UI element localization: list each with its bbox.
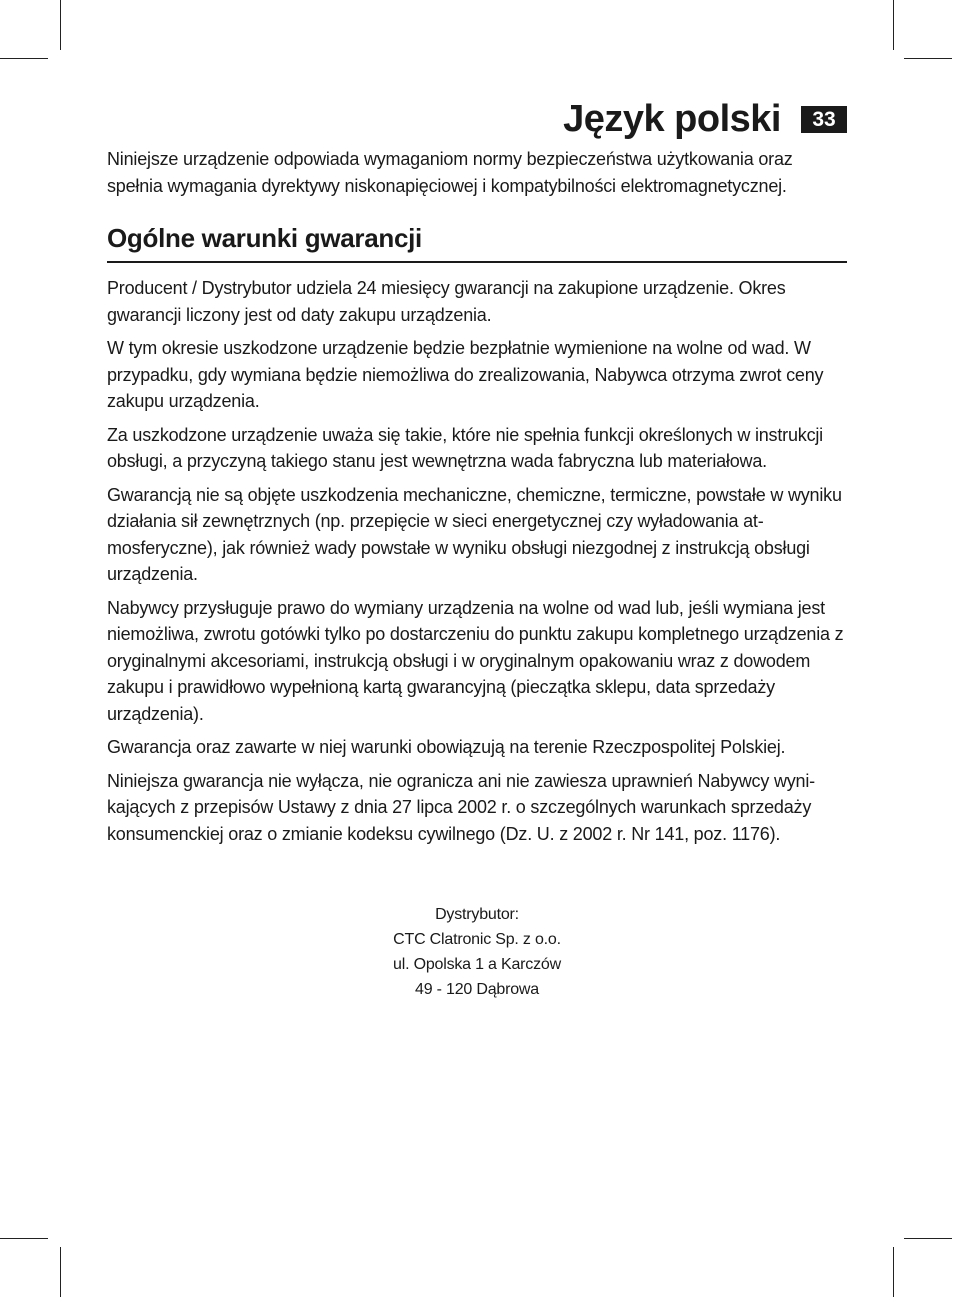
- page-number-badge: 33: [801, 106, 847, 133]
- intro-paragraph: Niniejsze urządzenie odpowiada wymaganiom normy bezpieczeństwa użytkowania oraz spełnia wymagania dyrektywy niskonapięciowej i kompatybilności elektromagnetycznej.: [107, 149, 793, 196]
- crop-mark: [0, 1238, 48, 1239]
- paragraph: Nabywcy przysługuje prawo do wymiany urządzenia na wolne od wad lub, jeśli wymiana jest niemożliwa, zwrotu gotówki tylko po dostarczeniu do punktu zakupu kompletnego urządzenia z oryginalnymi akcesoriami, instrukcją obsługi i w oryginalnym opakowaniu wraz z dowodem zakupu i prawidłowo wypełnioną kartą gwarancyjną (pieczątka sklepu, data sprzedaży urządzenia).: [107, 597, 844, 724]
- page-title: Język polski: [563, 98, 781, 140]
- section-heading: Ogólne warunki gwarancji: [107, 223, 847, 263]
- distributor-city: 49 - 120 Dąbrowa: [415, 981, 539, 998]
- paragraph: Gwarancją nie są objęte uszkodzenia mechaniczne, chemiczne, termiczne, powstałe w wyniku działania sił zewnętrznych (np. przepięcie w sieci energetycznej czy wyładowania atmosferyczne), jak również wady powstałe w wyniku obsługi niezgodnej z instrukcją obsługi urządzenia.: [107, 484, 842, 584]
- paragraph: Niniejsza gwarancja nie wyłącza, nie ogranicza ani nie zawiesza uprawnień Nabywcy wynikających z przepisów Ustawy z dnia 27 lipca 2002 r. o szczególnych warunkach sprzedaży konsumenckiej oraz o zmianie kodeksu cywilnego (Dz. U. z 2002 r. Nr 141, poz. 1176).: [107, 770, 816, 844]
- crop-mark: [893, 1247, 894, 1297]
- distributor-street: ul. Opolska 1 a Karczów: [393, 956, 561, 973]
- crop-mark: [904, 1238, 952, 1239]
- distributor-address: [0, 902, 954, 1002]
- crop-mark: [904, 58, 952, 59]
- crop-mark: [0, 58, 48, 59]
- paragraph: W tym okresie uszkodzone urządzenie będzie bezpłatnie wymienione na wolne od wad. W przypadku, gdy wymiana będzie niemożliwa do zrealizowania, Nabywca otrzyma zwrot ceny zakupu urządzenia.: [107, 338, 824, 411]
- page-header: [563, 98, 847, 141]
- distributor-label: Dystrybutor:: [435, 906, 519, 923]
- paragraph: Za uszkodzone urządzenie uważa się takie, które nie spełnia funkcji określonych w instrukcji obsługi, a przyczyną takiego stanu jest wewnętrzna wada fabryczna lub materiałowa.: [107, 424, 823, 471]
- paragraph: Gwarancja oraz zawarte w niej warunki obowiązują na terenie Rzeczpospolitej Polskiej.: [107, 737, 786, 757]
- crop-mark: [60, 1247, 61, 1297]
- crop-mark: [60, 0, 61, 50]
- paragraph: Producent / Dystrybutor udziela 24 miesięcy gwarancji na zakupione urządzenie. Okres gwarancji liczony jest od daty zakupu urządzenia.: [107, 278, 786, 325]
- crop-mark: [893, 0, 894, 50]
- document-body: [107, 146, 847, 854]
- distributor-company: CTC Clatronic Sp. z o.o.: [393, 931, 561, 948]
